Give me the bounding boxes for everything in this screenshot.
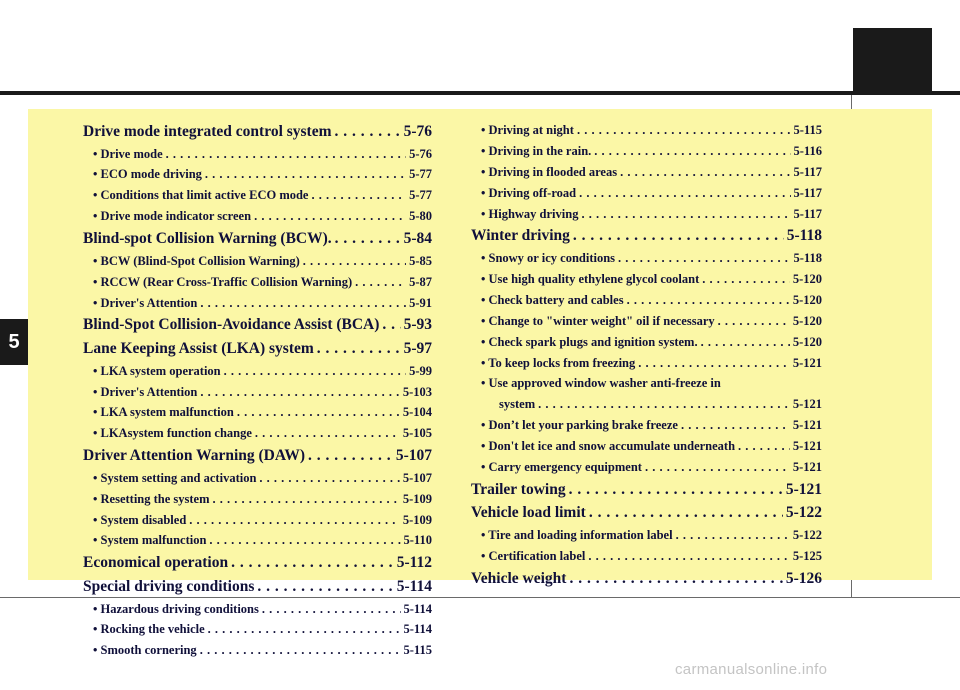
toc-entry-title: • ECO mode driving <box>93 167 202 182</box>
toc-entry-title: • LKA system malfunction <box>93 405 234 420</box>
toc-dot-leader <box>702 269 790 290</box>
toc-page-number: 5-121 <box>792 459 822 474</box>
toc-page-number: 5-118 <box>786 227 822 245</box>
toc-dot-leader <box>569 567 782 591</box>
header-rule <box>0 91 960 95</box>
toc-entry-title: Drive mode integrated control system <box>83 123 332 140</box>
toc-subsection-entry[interactable] <box>471 394 822 415</box>
toc-entry-title: Blind-spot Collision Warning (BCW). <box>83 230 332 248</box>
toc-dot-leader <box>308 444 393 468</box>
toc-dot-leader <box>208 619 401 640</box>
toc-entry-title: • Highway driving <box>481 206 579 221</box>
toc-dot-leader <box>166 144 406 165</box>
toc-section-entry[interactable] <box>83 337 432 361</box>
toc-page-number: 5-121 <box>792 355 822 370</box>
toc-section-entry[interactable] <box>83 120 432 144</box>
toc-dot-leader <box>589 501 783 525</box>
toc-entry-title: Trailer towing <box>471 480 566 498</box>
toc-page-number: 5-120 <box>792 292 822 307</box>
toc-entry-title: • Driving in the rain. <box>481 143 592 158</box>
toc-dot-leader <box>620 162 790 183</box>
toc-entry-title: • Don’t let your parking brake freeze <box>481 418 678 433</box>
toc-entry-title: Vehicle weight <box>471 569 567 587</box>
toc-subsection-entry[interactable] <box>83 144 432 165</box>
toc-page-number: 5-122 <box>792 528 822 543</box>
toc-page-number: 5-122 <box>785 504 822 522</box>
toc-entry-title: Winter driving <box>471 227 570 245</box>
toc-entry-title: • Don't let ice and snow accumulate underneath <box>481 439 736 454</box>
toc-page-number: 5-109 <box>402 491 432 506</box>
toc-dot-leader <box>579 183 790 204</box>
toc-dot-leader <box>237 402 400 423</box>
toc-entry-title: • Hazardous driving conditions <box>93 601 259 616</box>
toc-page-number: 5-107 <box>402 470 432 485</box>
toc-subsection-entry[interactable] <box>471 436 822 457</box>
toc-dot-leader <box>538 394 790 415</box>
toc-subsection-entry[interactable] <box>83 619 432 640</box>
toc-entry-title: • Drive mode indicator screen <box>93 209 252 224</box>
toc-dot-leader <box>312 185 407 206</box>
toc-dot-leader <box>317 337 401 361</box>
toc-entry-title: • Drive mode <box>93 146 163 161</box>
toc-entry-title: • Rocking the vehicle <box>93 622 205 637</box>
toc-entry-title: • Driving in flooded areas <box>481 164 618 179</box>
toc-dot-leader <box>257 575 393 599</box>
toc-page-number: 5-85 <box>409 253 432 268</box>
toc-dot-leader <box>594 141 790 162</box>
toc-subsection-entry[interactable] <box>471 269 822 290</box>
toc-page-number: 5-120 <box>792 271 822 286</box>
toc-entry-title: • System disabled <box>93 512 187 527</box>
toc-subsection-entry[interactable] <box>471 415 822 436</box>
toc-dot-leader <box>577 120 791 141</box>
toc-dot-leader <box>581 204 790 225</box>
toc-dot-leader <box>701 332 790 353</box>
toc-section-entry[interactable] <box>83 575 432 599</box>
toc-subsection-entry[interactable] <box>83 640 432 661</box>
toc-section-entry[interactable] <box>83 227 432 251</box>
toc-subsection-entry[interactable] <box>83 272 432 293</box>
toc-subsection-entry[interactable] <box>471 141 822 162</box>
toc-page-number: 5-121 <box>792 418 822 433</box>
toc-page-number: 5-115 <box>403 643 432 658</box>
toc-page-number: 5-121 <box>785 480 822 498</box>
toc-page-number: 5-104 <box>402 405 432 420</box>
toc-dot-leader <box>335 120 401 144</box>
toc-page-number: 5-115 <box>793 123 822 137</box>
toc-subsection-entry[interactable] <box>471 457 822 478</box>
toc-subsection-entry[interactable] <box>471 183 822 204</box>
toc-subsection-entry[interactable] <box>471 290 822 311</box>
toc-entry-title: • System setting and activation <box>93 470 257 485</box>
toc-page-number: 5-97 <box>403 340 432 358</box>
toc-subsection-entry[interactable] <box>83 293 432 314</box>
toc-entry-title: • Driving off-road <box>481 185 577 200</box>
toc-subsection-entry[interactable] <box>83 402 432 423</box>
toc-subsection-entry[interactable] <box>471 162 822 183</box>
toc-page-number: 5-120 <box>792 313 822 328</box>
toc-subsection-entry[interactable] <box>83 530 432 551</box>
toc-section-entry[interactable] <box>471 478 822 502</box>
toc-dot-leader <box>231 551 394 575</box>
toc-page-number: 5-117 <box>793 206 822 221</box>
toc-entry-title: • Certification label <box>481 548 586 563</box>
toc-page-number: 5-91 <box>409 295 432 310</box>
toc-entry-title: • Snowy or icy conditions <box>481 251 616 266</box>
chapter-number: 5 <box>8 330 20 353</box>
toc-entry-title: • To keep locks from freezing <box>481 355 636 370</box>
toc-entry-title: • LKA system operation <box>93 363 221 378</box>
toc-entry-title: • Use approved window washer anti-freeze in <box>481 376 721 391</box>
toc-subsection-entry[interactable] <box>471 332 822 353</box>
toc-subsection-entry[interactable] <box>83 361 432 382</box>
toc-subsection-entry[interactable] <box>471 311 822 332</box>
toc-dot-leader <box>200 382 399 403</box>
toc-dot-leader <box>681 415 790 436</box>
toc-dot-leader <box>618 248 790 269</box>
toc-entry-title: • Driver's Attention <box>93 295 198 310</box>
toc-section-entry[interactable] <box>83 444 432 468</box>
toc-dot-leader <box>588 546 789 567</box>
toc-page-number: 5-77 <box>409 188 432 203</box>
toc-entry-title: • Check spark plugs and ignition system. <box>481 334 698 349</box>
toc-entry-title: • System malfunction <box>93 533 207 548</box>
toc-dot-leader <box>255 423 400 444</box>
toc-page-number: 5-117 <box>793 185 822 200</box>
toc-subsection-entry[interactable] <box>83 510 432 531</box>
toc-dot-leader <box>262 599 401 620</box>
toc-entry-title: • BCW (Blind-Spot Collision Warning) <box>93 253 300 268</box>
toc-entry-title: Special driving conditions <box>83 577 255 595</box>
toc-entry-title: system <box>499 397 536 412</box>
toc-subsection-entry[interactable] <box>83 382 432 403</box>
toc-page-number: 5-99 <box>409 363 432 378</box>
toc-page-number: 5-126 <box>785 569 822 587</box>
toc-dot-leader <box>718 311 790 332</box>
toc-entry-title: • Change to "winter weight" oil if necessary <box>481 313 715 328</box>
toc-entry-title: • Carry emergency equipment <box>481 459 642 474</box>
watermark: carmanualsonline.info <box>675 661 828 678</box>
toc-left-column <box>83 120 432 661</box>
toc-dot-leader <box>382 313 400 337</box>
toc-section-entry[interactable] <box>471 567 822 591</box>
toc-dot-leader <box>200 293 406 314</box>
toc-page-number: 5-103 <box>402 384 432 399</box>
toc-dot-leader <box>209 530 400 551</box>
toc-subsection-entry[interactable] <box>83 206 432 227</box>
toc-entry-title: • Driver's Attention <box>93 384 198 399</box>
toc-entry-title: • LKAsystem function change <box>93 426 252 441</box>
toc-subsection-entry[interactable] <box>83 599 432 620</box>
toc-page-number: 5-80 <box>409 209 432 224</box>
toc-page-number: 5-93 <box>403 316 432 334</box>
toc-entry-title: • Smooth cornering <box>93 643 197 658</box>
toc-dot-leader <box>569 478 783 502</box>
toc-dot-leader <box>303 251 406 272</box>
toc-entry-title: • Driving at night <box>481 123 574 137</box>
toc-entry-title: • Check battery and cables <box>481 292 624 307</box>
toc-right-column <box>471 120 822 590</box>
toc-page-number: 5-117 <box>793 164 822 179</box>
toc-subsection-entry[interactable] <box>471 204 822 225</box>
toc-entry-title: Blind-Spot Collision-Avoidance Assist (BCA) <box>83 316 380 334</box>
toc-subsection-entry[interactable] <box>471 353 822 374</box>
toc-subsection-entry[interactable] <box>83 185 432 206</box>
toc-entry-title: Driver Attention Warning (DAW) <box>83 447 306 465</box>
toc-subsection-entry[interactable] <box>83 468 432 489</box>
toc-section-entry[interactable] <box>83 313 432 337</box>
toc-page-number: 5-76 <box>403 123 432 140</box>
toc-entry-title: • Conditions that limit active ECO mode <box>93 188 309 203</box>
toc-page-number: 5-112 <box>396 554 432 572</box>
toc-dot-leader <box>638 353 790 374</box>
toc-page-number: 5-76 <box>409 146 432 161</box>
header-corner-block <box>853 28 932 95</box>
toc-page-number: 5-116 <box>793 143 822 158</box>
toc-page-number: 5-114 <box>403 601 432 616</box>
toc-entry-title: Lane Keeping Assist (LKA) system <box>83 340 314 358</box>
toc-page-number: 5-87 <box>409 274 432 289</box>
toc-entry-title: • Use high quality ethylene glycol coolant <box>481 271 700 286</box>
toc-dot-leader <box>259 468 399 489</box>
toc-page-number: 5-114 <box>396 577 432 595</box>
toc-subsection-entry[interactable] <box>471 120 822 141</box>
toc-section-entry[interactable] <box>471 501 822 525</box>
toc-page-number: 5-125 <box>792 548 822 563</box>
toc-entry-title: • Resetting the system <box>93 491 210 506</box>
toc-dot-leader <box>200 640 401 661</box>
toc-section-entry[interactable] <box>471 224 822 248</box>
toc-entry-title: Economical operation <box>83 554 229 572</box>
toc-dot-leader <box>645 457 790 478</box>
toc-subsection-entry[interactable] <box>471 525 822 546</box>
toc-dot-leader <box>738 436 790 457</box>
toc-page-number: 5-118 <box>793 251 822 266</box>
toc-page-number: 5-109 <box>402 512 432 527</box>
toc-subsection-entry[interactable] <box>83 251 432 272</box>
toc-subsection-entry[interactable] <box>83 489 432 510</box>
toc-section-entry[interactable] <box>83 551 432 575</box>
toc-subsection-entry[interactable] <box>471 248 822 269</box>
toc-page-number: 5-107 <box>395 447 432 465</box>
toc-dot-leader <box>205 164 406 185</box>
toc-page-number: 5-105 <box>402 426 432 441</box>
toc-subsection-entry[interactable] <box>83 164 432 185</box>
toc-subsection-entry[interactable] <box>83 423 432 444</box>
toc-page-number: 5-120 <box>792 334 822 349</box>
toc-entry-title: Vehicle load limit <box>471 504 586 522</box>
toc-dot-leader <box>213 489 400 510</box>
toc-page-number: 5-110 <box>403 533 432 548</box>
toc-page-number: 5-114 <box>403 622 432 637</box>
toc-entry-title: • RCCW (Rear Cross-Traffic Collision Warning) <box>93 274 353 289</box>
toc-dot-leader <box>355 272 406 293</box>
chapter-tab[interactable] <box>0 319 28 365</box>
toc-page-number: 5-77 <box>409 167 432 182</box>
toc-dot-leader <box>573 224 784 248</box>
toc-page-number: 5-121 <box>792 439 822 454</box>
toc-dot-leader <box>189 510 400 531</box>
toc-subsection-entry[interactable] <box>471 546 822 567</box>
toc-dot-leader <box>676 525 790 546</box>
toc-dot-leader <box>627 290 790 311</box>
toc-page-number: 5-84 <box>403 230 432 248</box>
toc-dot-leader <box>335 227 401 251</box>
toc-page-number: 5-121 <box>792 397 822 412</box>
toc-entry-title: • Tire and loading information label <box>481 528 673 543</box>
toc-dot-leader <box>254 206 406 227</box>
toc-dot-leader <box>224 361 406 382</box>
toc-subsection-entry[interactable] <box>471 373 822 394</box>
